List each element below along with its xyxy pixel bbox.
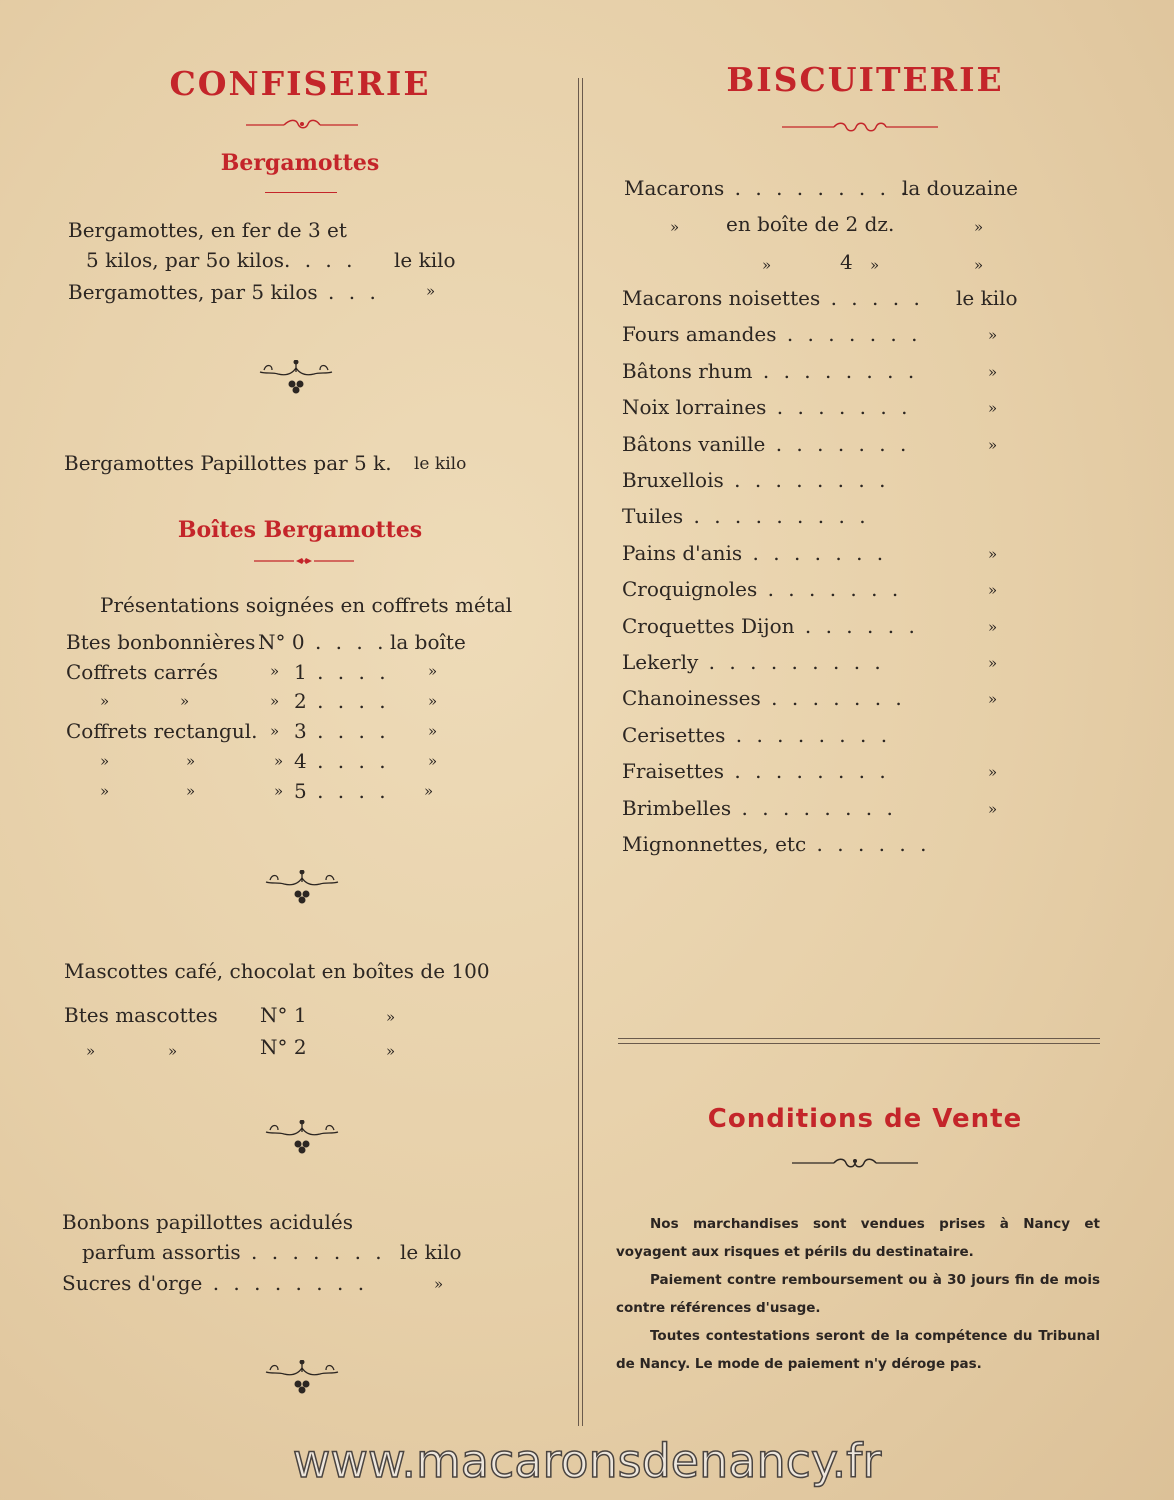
ditto-mark: » xyxy=(988,581,998,599)
leader-dots: . . . . . xyxy=(820,286,924,310)
ditto-mark: » xyxy=(988,399,998,417)
ditto-mark: » xyxy=(428,722,438,740)
biscuit-item xyxy=(622,577,902,601)
ditto-mark: » xyxy=(974,256,984,274)
floral-ornament-icon xyxy=(262,1120,342,1162)
confiserie-title: CONFISERIE xyxy=(169,64,431,103)
biscuit-item-name: Pains d'anis xyxy=(622,541,743,565)
boites-row-1-label: Btes bonbonnières xyxy=(66,630,256,654)
biscuit-item-name: Croquignoles xyxy=(622,577,758,601)
boites-row-1-num xyxy=(258,630,387,654)
ditto-mark: » xyxy=(988,800,998,818)
leader-dots: . . . . . . . . xyxy=(202,1271,369,1295)
bergamottes-line-2 xyxy=(86,248,357,272)
row-number: 2 xyxy=(294,689,307,713)
bonbons-line-3 xyxy=(62,1271,368,1295)
leader-dots: . . . . . . . xyxy=(757,577,903,601)
boites-heading: Boîtes Bergamottes xyxy=(177,517,423,543)
bergamottes-line-2-unit: le kilo xyxy=(394,248,456,272)
biscuit-item-unit: le kilo xyxy=(956,286,1018,310)
ditto-mark: » xyxy=(270,662,280,680)
floral-ornament-icon xyxy=(256,360,336,402)
ditto-mark: » xyxy=(100,752,110,770)
leader-dots: . . . . . . . . xyxy=(731,796,897,820)
row-number: 5 xyxy=(294,779,307,803)
heading-underline-ornament-icon xyxy=(254,556,354,566)
biscuit-item-name: Noix lorraines xyxy=(622,395,767,419)
ditto-mark: » xyxy=(274,782,284,800)
ditto-mark: » xyxy=(270,722,280,740)
leader-dots: . . . . xyxy=(306,749,390,773)
ditto-mark: » xyxy=(974,218,984,236)
leader-dots: . . . . . . . xyxy=(742,541,888,565)
ditto-mark: » xyxy=(186,752,196,770)
biscuit-item-name: Bâtons rhum xyxy=(622,359,753,383)
leader-dots: . . . . . . . xyxy=(760,686,906,710)
bergamottes-heading: Bergamottes xyxy=(220,150,380,176)
leader-dots: . . . . . . . xyxy=(765,432,911,456)
biscuit-item xyxy=(622,541,887,565)
leader-dots: . . . . . . . . . xyxy=(683,504,870,528)
confiserie-column xyxy=(40,0,560,1425)
boites-row-5-num xyxy=(294,749,390,773)
macarons-unit: la douzaine xyxy=(902,176,1018,200)
boites-row-6-num xyxy=(294,779,390,803)
biscuit-item xyxy=(622,359,918,383)
ditto-mark: » xyxy=(988,326,998,344)
scroll-ornament-icon xyxy=(244,116,360,134)
leader-dots: . . . . . . . xyxy=(240,1240,386,1264)
boites-row-1-unit: la boîte xyxy=(390,630,466,654)
biscuit-item-name: Bruxellois xyxy=(622,468,724,492)
ditto-mark: » xyxy=(424,782,434,800)
biscuit-item xyxy=(622,832,930,856)
boites-row-2-label: Coffrets carrés xyxy=(66,660,218,684)
leader-dots: . . . . . . . . xyxy=(724,759,890,783)
macarons-line xyxy=(624,176,911,200)
leader-dots: . . . . . . . . . xyxy=(698,650,885,674)
boites-row-4-label: Coffrets rectangul. xyxy=(66,719,258,743)
leader-dots: . . . . . . . . . xyxy=(724,176,911,200)
ditto-mark: » xyxy=(670,218,680,236)
floral-ornament-icon xyxy=(262,870,342,912)
mascottes-row-1-label: Btes mascottes xyxy=(64,1003,218,1027)
biscuit-item-name: Mignonnettes, etc xyxy=(622,832,807,856)
ditto-mark: » xyxy=(270,692,280,710)
papillottes-line: Bergamottes Papillottes par 5 k. xyxy=(64,451,392,475)
ditto-mark: » xyxy=(274,752,284,770)
bergamottes-line-2-text: 5 kilos, par 5o kilos xyxy=(86,248,284,272)
biscuiterie-title: BISCUITERIE xyxy=(726,60,1004,99)
biscuit-item-name: Brimbelles xyxy=(622,796,732,820)
bergamottes-line-1: Bergamottes, en fer de 3 et xyxy=(68,218,347,242)
row-number: 4 xyxy=(294,749,307,773)
bergamottes-line-3 xyxy=(68,280,380,304)
double-rule-bottom xyxy=(618,1043,1100,1044)
biscuit-item xyxy=(622,322,922,346)
bonbons-line-3-text: Sucres d'orge xyxy=(62,1271,203,1295)
leader-dots: . . . . xyxy=(304,630,388,654)
biscuit-item-name: Fours amandes xyxy=(622,322,777,346)
boites-row-2-num xyxy=(294,660,390,684)
ditto-mark: » xyxy=(100,692,110,710)
column-divider xyxy=(578,78,583,1426)
biscuit-item xyxy=(622,759,890,783)
row-number: N° 0 xyxy=(258,630,305,654)
ditto-mark: » xyxy=(988,436,998,454)
biscuiterie-column xyxy=(600,0,1130,1425)
ditto-mark: » xyxy=(180,692,190,710)
leader-dots: . . . . xyxy=(306,719,390,743)
ditto-mark: » xyxy=(426,282,436,300)
double-rule-top xyxy=(618,1038,1100,1039)
biscuit-item xyxy=(622,650,885,674)
conditions-title: Conditions de Vente xyxy=(707,1104,1023,1134)
ditto-mark: » xyxy=(386,1042,396,1060)
leader-dots: . . . . xyxy=(306,660,390,684)
biscuit-item xyxy=(622,614,919,638)
leader-dots: . . . . . . . . xyxy=(723,468,890,492)
leader-dots: . . . . . . . . xyxy=(752,359,919,383)
bonbons-line-2-unit: le kilo xyxy=(400,1240,462,1264)
bonbons-line-2 xyxy=(82,1240,386,1264)
biscuit-item xyxy=(622,723,891,747)
papillottes-unit: le kilo xyxy=(414,454,467,474)
ditto-mark: » xyxy=(186,782,196,800)
ditto-mark: » xyxy=(870,256,880,274)
leader-dots: . . . . . . . . xyxy=(725,723,892,747)
row-number: 1 xyxy=(294,660,307,684)
macarons-text: Macarons xyxy=(624,176,725,200)
bergamottes-line-3-text: Bergamottes, par 5 kilos xyxy=(68,280,318,304)
leader-dots: . . . . . . . xyxy=(776,322,922,346)
ditto-mark: » xyxy=(988,690,998,708)
ditto-mark: » xyxy=(428,752,438,770)
ditto-mark: » xyxy=(428,662,438,680)
bonbons-line-1: Bonbons papillottes acidulés xyxy=(62,1210,353,1234)
biscuit-item xyxy=(622,432,910,456)
biscuit-item xyxy=(622,504,870,528)
biscuit-item xyxy=(622,468,889,492)
ditto-mark: » xyxy=(762,256,772,274)
leader-dots: . . . . . . xyxy=(806,832,931,856)
biscuit-item-name: Macarons noisettes xyxy=(622,286,821,310)
biscuit-item xyxy=(622,686,906,710)
ditto-mark: » xyxy=(428,692,438,710)
biscuit-item xyxy=(622,286,924,310)
biscuit-item-name: Cerisettes xyxy=(622,723,726,747)
heading-underline xyxy=(265,192,337,193)
leader-dots: . . . xyxy=(317,280,380,304)
biscuit-item-name: Croquettes Dijon xyxy=(622,614,795,638)
boites-row-4-num xyxy=(294,719,390,743)
scroll-ornament-icon xyxy=(780,120,940,134)
leader-dots: . . . . xyxy=(306,779,390,803)
mascottes-row-1-num: N° 1 xyxy=(260,1003,307,1027)
biscuit-item-name: Fraisettes xyxy=(622,759,725,783)
leader-dots: . . . . xyxy=(284,248,357,272)
row-number: 3 xyxy=(294,719,307,743)
mascottes-intro: Mascottes café, chocolat en boîtes de 100 xyxy=(64,959,490,983)
ditto-mark: » xyxy=(386,1008,396,1026)
floral-ornament-icon xyxy=(262,1360,342,1402)
biscuit-item xyxy=(622,796,897,820)
ditto-mark: » xyxy=(988,763,998,781)
scroll-ornament-icon xyxy=(790,1156,920,1170)
boites-row-3-num xyxy=(294,689,390,713)
ditto-mark: » xyxy=(168,1042,178,1060)
biscuit-item-name: Chanoinesses xyxy=(622,686,761,710)
ditto-mark: » xyxy=(988,545,998,563)
ditto-mark: » xyxy=(434,1275,444,1293)
biscuit-item-name: Bâtons vanille xyxy=(622,432,766,456)
bonbons-line-2-text: parfum assortis xyxy=(82,1240,241,1264)
biscuit-item xyxy=(622,395,911,419)
ditto-mark: » xyxy=(988,618,998,636)
boites-intro: Présentations soignées en coffrets métal xyxy=(100,593,513,617)
mascottes-row-2-num: N° 2 xyxy=(260,1035,307,1059)
boite-4-num: 4 xyxy=(840,250,853,274)
condition-paragraph-2: Paiement contre remboursement ou à 30 jours fin de mois contre références d'usage. xyxy=(616,1272,1100,1316)
ditto-mark: » xyxy=(988,363,998,381)
ditto-mark: » xyxy=(100,782,110,800)
biscuit-item-name: Tuiles xyxy=(622,504,684,528)
leader-dots: . . . . xyxy=(306,689,390,713)
leader-dots: . . . . . . xyxy=(794,614,919,638)
ditto-mark: » xyxy=(988,654,998,672)
biscuit-item-name: Lekerly xyxy=(622,650,699,674)
boite-2-line: en boîte de 2 dz. xyxy=(726,212,895,236)
condition-paragraph-1: Nos marchandises sont vendues prises à Nancy et voyagent aux risques et périls du destinataire. xyxy=(616,1216,1100,1260)
ditto-mark: » xyxy=(86,1042,96,1060)
website-watermark: www.macaronsdenancy.fr xyxy=(292,1434,882,1488)
condition-paragraph-3: Toutes contestations seront de la compétence du Tribunal de Nancy. Le mode de paiement n'y déroge pas. xyxy=(616,1328,1100,1372)
conditions-text xyxy=(616,1210,1100,1378)
leader-dots: . . . . . . . xyxy=(766,395,912,419)
